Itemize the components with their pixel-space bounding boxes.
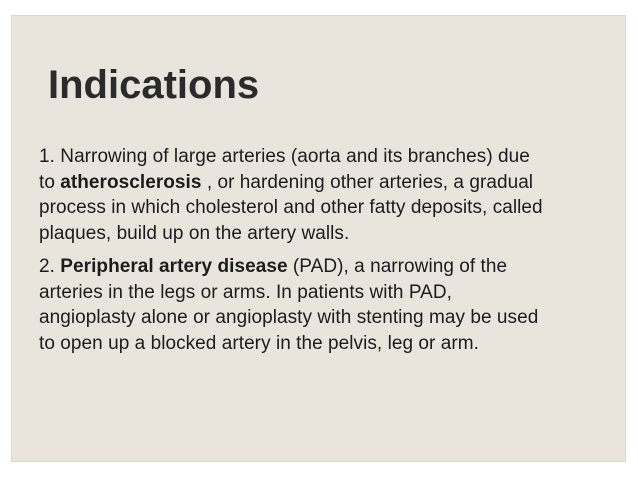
item-2-line-1-rest: (PAD), a narrowing of the [287, 256, 508, 277]
term-peripheral-artery-disease: Peripheral artery disease [60, 256, 288, 277]
item-2-line-3: angioplasty alone or angioplasty with stenting may be used [39, 307, 539, 328]
item-number: 2. [39, 256, 55, 277]
item-1-line-3: process in which cholesterol and other fatty deposits, called [39, 197, 543, 218]
item-1-line-2-text: to [39, 171, 61, 193]
item-2-line-4: to open up a blocked artery in the pelvis, leg or arm. [39, 332, 479, 354]
item-1-line-1 [39, 144, 614, 170]
item-1-line-1-text: Narrowing of large arteries (aorta and its branches) due [60, 146, 530, 167]
item-2-line-2: arteries in the legs or arms. In patients with PAD, [39, 281, 452, 303]
indication-item-1 [39, 144, 614, 246]
slide-title: Indications [48, 63, 260, 107]
indication-item-2 [39, 254, 614, 356]
term-atherosclerosis: atherosclerosis [60, 171, 202, 193]
item-1-line-2 [39, 170, 614, 196]
item-1-line-2-rest: , or hardening other arteries, a gradual [201, 171, 534, 193]
item-2-line-1 [39, 254, 614, 280]
slide [11, 15, 626, 462]
item-number: 1. [39, 146, 55, 167]
item-1-line-4: plaques, build up on the artery walls. [39, 222, 350, 244]
